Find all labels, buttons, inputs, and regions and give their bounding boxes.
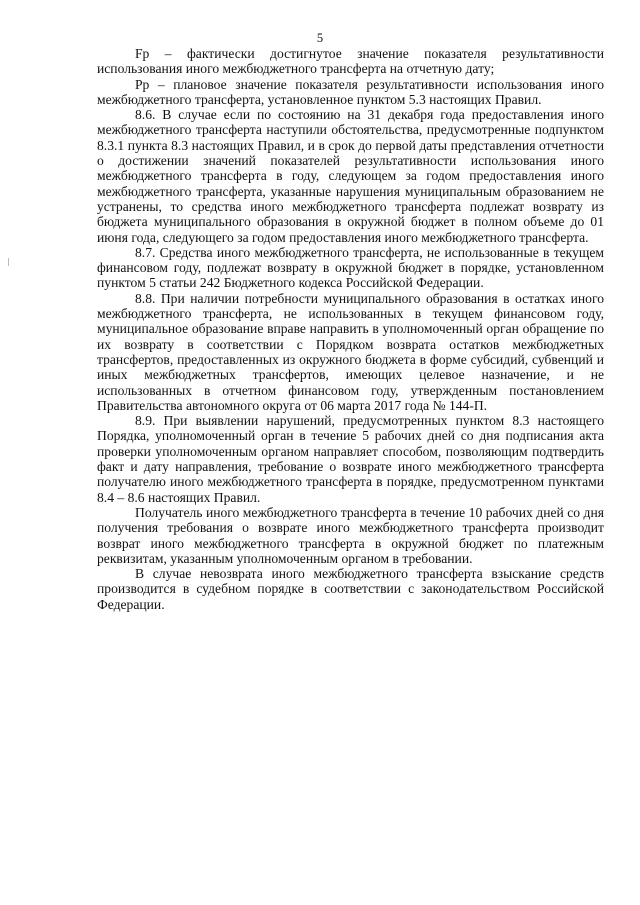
page-number: 5 <box>316 31 324 45</box>
paragraph-8-9: 8.9. При выявлении нарушений, предусмотренных пунктом 8.3 настоящего Порядка, уполномоченный орган в течение 5 рабочих дней со дня подписания акта проверки уполномоченным органом направляет способом, позволяющим подтвердить факт и дату направления, требование о возврате иного межбюджетного трансферта получателю иного межбюджетного трансферта в порядке, предусмотренном пунктами 8.4 – 8.6 настоящих Правил. <box>97 413 604 505</box>
paragraph-8-6: 8.6. В случае если по состоянию на 31 декабря года предоставления иного межбюджетного трансферта наступили обстоятельства, предусмотренные подпунктом 8.3.1 пункта 8.3 настоящих Правил, и в срок до первой даты представления отчетности о достижении значений показателей результативности использования иного межбюджетного трансферта в году, следующем за годом предоставления иного межбюджетного трансферта, указанные нарушения муниципальным образованием не устранены, то средства иного межбюджетного трансферта подлежат возврату из бюджета муниципального образования в окружной бюджет в полном объеме до 01 июня года, следующего за годом предоставления иного межбюджетного трансферта. <box>97 107 604 245</box>
paragraph-non-return: В случае невозврата иного межбюджетного трансферта взыскание средств производится в судебном порядке в соответствии с законодательством Российской Федерации. <box>97 566 604 612</box>
paragraph-pp-definition: Pp – плановое значение показателя результативности использования иного межбюджетного трансферта, установленное пунктом 5.3 настоящих Правил. <box>97 76 604 107</box>
paragraph-fp-definition: Fp – фактически достигнутое значение показателя результативности использования иного межбюджетного трансферта на отчетную дату; <box>97 46 604 77</box>
paragraph-8-7: 8.7. Средства иного межбюджетного трансферта, не использованные в текущем финансовом году, подлежат возврату в окружной бюджет в порядке, установленном пунктом 5 статьи 242 Бюджетного кодекса Российской Федерации. <box>97 244 604 291</box>
paragraph-8-8: 8.8. При наличии потребности муниципального образования в остатках иного межбюджетного трансферта, не использованных в текущем финансовом году, муниципальное образование вправе направить в уполномоченный орган обращение по их возврату в соответствии с Порядком возврата остатков межбюджетных трансфертов, предоставленных из окружного бюджета в форме субсидий, субвенций и иных межбюджетных трансфертов, имеющих целевое назначение, и не использованных в отчетном финансовом году, утвержденным постановлением Правительства автономного округа от 06 марта 2017 года № 144-П. <box>97 290 604 413</box>
scan-artifact-mark <box>8 258 9 266</box>
document-body <box>97 46 604 612</box>
paragraph-recipient-return: Получатель иного межбюджетного трансферта в течение 10 рабочих дней со дня получения требования о возврате иного межбюджетного трансферта производит возврат иного межбюджетного трансферта в окружной бюджет по платежным реквизитам, указанным уполномоченным органом в требовании. <box>97 504 604 566</box>
